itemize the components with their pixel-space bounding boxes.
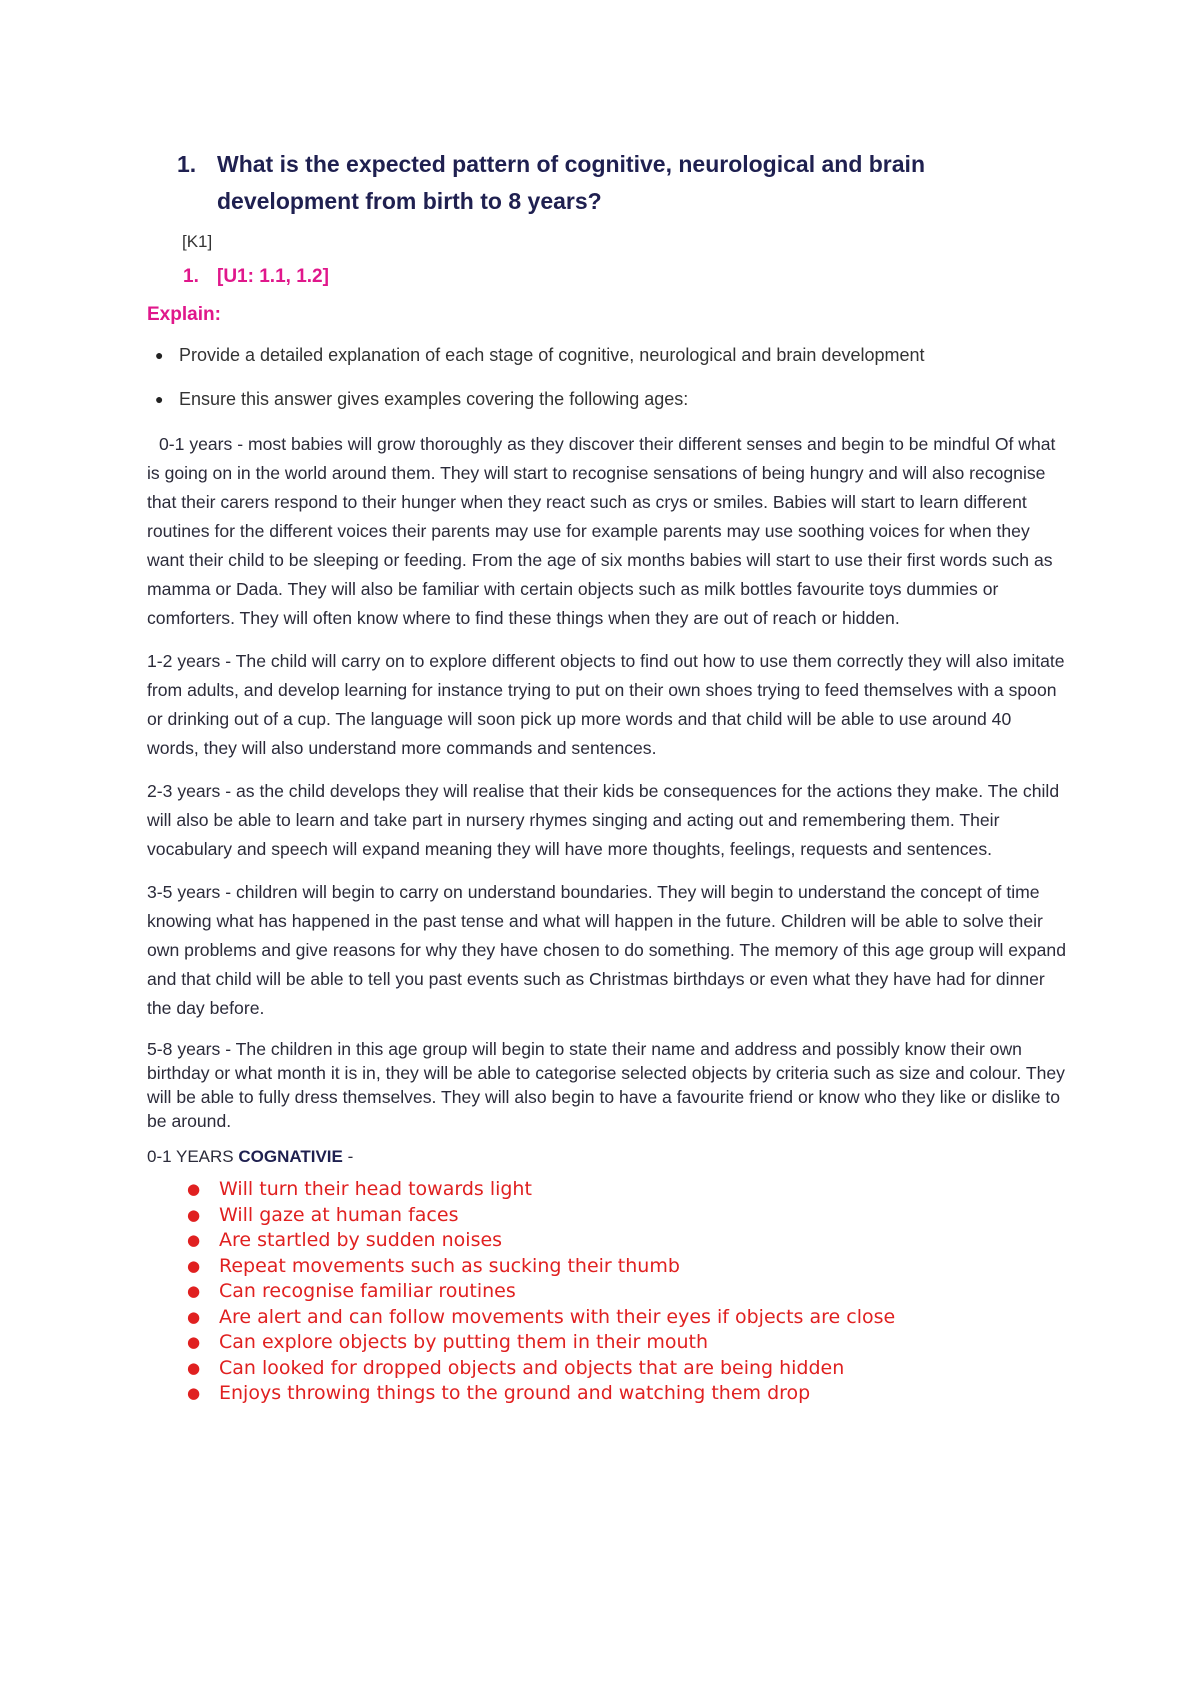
milestone-text: Will gaze at human faces xyxy=(219,1203,459,1226)
bullet-icon: ● xyxy=(187,1384,201,1402)
milestone-item xyxy=(147,1381,1067,1407)
unit-reference xyxy=(183,266,1067,288)
age-paragraph-1-2: 1-2 years - The child will carry on to explore different objects to find out how to use them correctly they will also imitate from adults, and develop learning for instance trying to put on their own shoes trying to feed themselves with a spoon or drinking out of a cup. The language will soon pick up more words and that child will be able to use around 40 words, they will also understand more commands and sentences. xyxy=(147,651,1065,758)
bullet-icon: ● xyxy=(155,347,164,363)
age-paragraph-0-1: 0-1 years - most babies will grow thoroughly as they discover their different senses and begin to be mindful Of what is going on in the world around them. They will start to recognise sensations of being hungry and will also recognise that their carers respond to their hunger when they react such as crys or smiles. Babies will start to learn different routines for the different voices their parents may use for example parents may use soothing voices for when they want their child to be sleeping or feeding. From the age of six months babies will start to use their first words such as mamma or Dada. They will also be familiar with certain objects such as milk bottles favourite toys dummies or comforters. They will often know where to find these things when they are out of reach or hidden. xyxy=(147,434,1056,628)
milestone-item xyxy=(147,1177,1067,1203)
milestone-item xyxy=(147,1330,1067,1356)
milestone-item xyxy=(147,1279,1067,1305)
milestone-item xyxy=(147,1305,1067,1331)
bullet-icon: ● xyxy=(187,1307,201,1326)
milestone-list xyxy=(147,1177,1067,1407)
milestone-text: Repeat movements such as sucking their thumb xyxy=(219,1254,680,1277)
explain-heading: Explain: xyxy=(147,304,221,325)
task-item xyxy=(147,342,1067,368)
bullet-icon: ● xyxy=(187,1231,201,1249)
milestone-text: Enjoys throwing things to the ground and watching them drop xyxy=(219,1382,811,1404)
milestone-text: Are alert and can follow movements with their eyes if objects are close xyxy=(219,1305,896,1328)
bullet-icon: ● xyxy=(155,391,164,407)
milestone-item xyxy=(147,1203,1067,1229)
question-heading xyxy=(177,146,1067,220)
section-heading-bold: COGNATIVIE xyxy=(238,1147,343,1166)
bullet-icon: ● xyxy=(187,1358,201,1377)
section-heading-prefix: 0-1 YEARS xyxy=(147,1147,239,1166)
bullet-icon: ● xyxy=(187,1282,201,1300)
milestone-text: Will turn their head towards light xyxy=(219,1178,532,1200)
bullet-icon: ● xyxy=(187,1333,201,1351)
milestone-text: Can explore objects by putting them in their mouth xyxy=(219,1331,708,1353)
milestone-text: Are startled by sudden noises xyxy=(219,1229,503,1251)
question-number: 1. xyxy=(177,151,197,177)
bullet-icon: ● xyxy=(187,1256,201,1275)
unit-reference-number: 1. xyxy=(183,266,199,287)
task-item xyxy=(147,386,1067,412)
age-paragraph-5-8: 5-8 years - The children in this age group will begin to state their name and address and possibly know their own birthday or what month it is in, they will be able to categorise selected objects by criteria such as size and colour. They will be able to fully dress themselves. They will also begin to have a favourite friend or know who they like or dislike to be around. xyxy=(147,1039,1065,1131)
age-paragraph-2-3: 2-3 years - as the child develops they will realise that their kids be consequences for the actions they make. The child will also be able to learn and take part in nursery rhymes singing and acting out and remembering them. Their vocabulary and speech will expand meaning they will have more thoughts, feelings, requests and sentences. xyxy=(147,781,1060,859)
question-text: What is the expected pattern of cognitive, neurological and brain development from birth to 8 years? xyxy=(217,151,925,214)
milestone-item xyxy=(147,1356,1067,1382)
milestone-item xyxy=(147,1254,1067,1280)
bullet-icon: ● xyxy=(187,1180,201,1198)
section-heading-suffix: - xyxy=(342,1147,354,1166)
section-heading xyxy=(147,1147,1067,1167)
task-text: Ensure this answer gives examples covering the following ages: xyxy=(179,389,689,409)
unit-reference-text: [U1: 1.1, 1.2] xyxy=(217,266,329,287)
milestone-text: Can looked for dropped objects and objects that are being hidden xyxy=(219,1356,845,1379)
bullet-icon: ● xyxy=(187,1205,201,1224)
task-text: Provide a detailed explanation of each stage of cognitive, neurological and brain development xyxy=(179,345,925,365)
document-content xyxy=(147,146,1067,1407)
knowledge-reference: [K1] xyxy=(182,232,213,251)
age-paragraph-3-5: 3-5 years - children will begin to carry on understand boundaries. They will begin to understand the concept of time knowing what has happened in the past tense and what will happen in the future. Children will be able to solve their own problems and give reasons for why they have chosen to do something. The memory of this age group will expand and that child will be able to tell you past events such as Christmas birthdays or even what they have had for dinner the day before. xyxy=(147,882,1066,1018)
milestone-item xyxy=(147,1228,1067,1254)
milestone-text: Can recognise familiar routines xyxy=(219,1280,516,1302)
task-list xyxy=(147,342,1067,412)
